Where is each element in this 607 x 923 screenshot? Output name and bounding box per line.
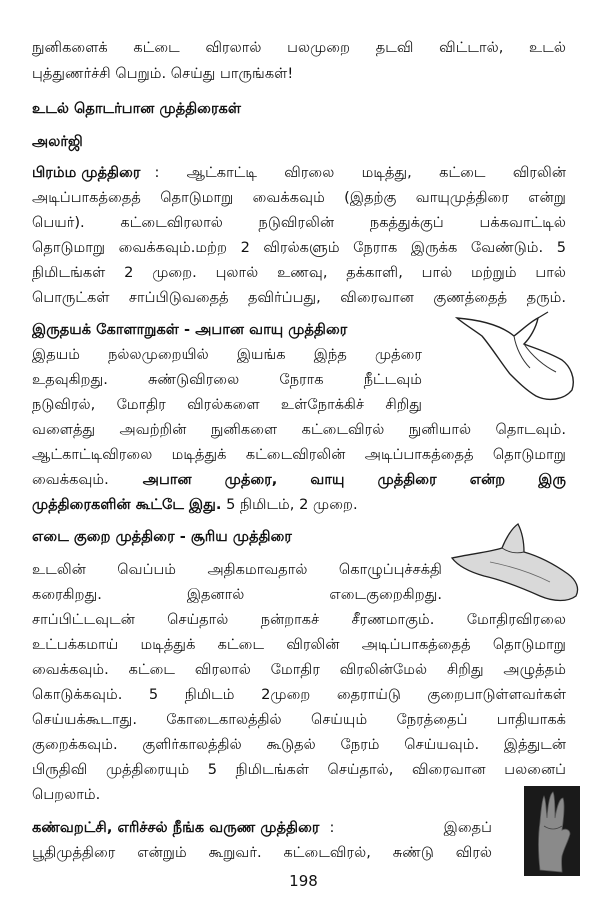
text-line: செய்யக்கூடாது. கோடைகாலத்தில் செய்யும் நேரத்தைப் பாதியாகக்	[32, 711, 566, 728]
text-line: கரைகிறது. இதனால் எடைகுறைகிறது.	[32, 586, 442, 603]
varuna-title: கண்வறட்சி, எரிச்சல் நீங்க வருண முத்திரை	[32, 819, 320, 836]
text-line: உட்பக்கமாய் மடித்துக் கட்டை விரலின் அடிப்பாகத்தைத் தொடுமாறு	[32, 636, 566, 653]
text-line: நுனிகளைக் கட்டை விரலால் பலமுறை தடவி விட்டால், உடல்	[32, 39, 566, 56]
text-line: பொருட்கள் சாப்பிடுவதைத் தவிர்ப்பது, விரைவான குணத்தைத் தரும்.	[32, 289, 566, 306]
text-line: ஆட்காட்டிவிரலை மடித்துக் கட்டைவிரலின் அடிப்பாகத்தைத் தொடுமாறு	[32, 446, 566, 463]
text-line: நடுவிரல், மோதிர விரல்களை உள்நோக்கிச் சிறிது	[32, 396, 422, 413]
text-fragment: 5 நிமிடம், 2 முறை.	[226, 496, 358, 513]
text-line: வளைத்து அவற்றின் நுனிகளை கட்டைவிரல் நுனியால் தொடவும்.	[32, 421, 566, 438]
text-line: பிருதிவி முத்திரையும் 5 நிமிடங்கள் செய்தால், விரைவான பலனைப்	[32, 761, 566, 778]
allergy-title: அலர்ஜி	[32, 133, 83, 150]
apana-vayu-hand-figure	[452, 308, 582, 408]
text-line: தொடுமாறு வைக்கவும்.மற்ற 2 விரல்களும் நேராக இருக்க வேண்டும். 5	[32, 239, 566, 256]
heart-title: இருதயக் கோளாறுகள் - அபான வாயு முத்திரை	[32, 321, 348, 338]
varuna-hand-photo	[524, 786, 580, 876]
text-line: இதயம் நல்லமுறையில் இயங்க இந்த முத்ரை	[32, 346, 422, 363]
section-title: உடல் தொடர்பான முத்திரைகள்	[32, 100, 242, 117]
text-fragment: வைக்கவும்.	[32, 471, 109, 488]
surya-hand-figure	[450, 522, 582, 604]
text-line: பெறலாம்.	[32, 786, 101, 803]
text-fragment-bold: அபான முத்ரை, வாயு முத்திரை என்ற இரு	[142, 471, 566, 488]
text-fragment-bold: முத்திரைகளின் கூட்டே இது.	[32, 496, 222, 513]
text-line: வைக்கவும். கட்டை விரலால் மோதிர விரலின்மேல் சிறிது அழுத்தம்	[32, 661, 566, 678]
text-line: பெயர்). கட்டைவிரலால் நடுவிரலின் நகத்துக்குப் பக்கவாட்டில்	[32, 214, 566, 231]
text-line: பூதிமுத்திரை என்றும் கூறுவர். கட்டைவிரல், சுண்டு விரல்	[32, 844, 492, 861]
text-line: சாப்பிட்டவுடன் செய்தால் நன்றாகச் சீரணமாகும். மோதிரவிரலை	[32, 611, 566, 628]
text-line: குறைக்கவும். குளிர்காலத்தில் கூடுதல் நேரம் செய்யவும். இத்துடன்	[32, 736, 566, 753]
brahma-first-text: : ஆட்காட்டி விரலை மடித்து, கட்டை விரலின்	[154, 164, 566, 181]
text-line: உடலின் வெப்பம் அதிகமாவதால் கொழுப்புச்சக்தி	[32, 561, 442, 578]
brahma-title: பிரம்ம முத்திரை	[32, 164, 141, 181]
varuna-first-text: : இதைப்	[329, 819, 492, 836]
brahma-first-line	[32, 163, 566, 183]
page-number: 198	[289, 872, 318, 890]
weight-title: எடை குறை முத்திரை - சூரிய முத்திரை	[32, 528, 292, 545]
heart-line-7	[32, 495, 566, 515]
text-line: நிமிடங்கள் 2 முறை. புலால் உணவு, தக்காளி, பால் மற்றும் பால்	[32, 264, 566, 281]
text-line: உதவுகிறது. சுண்டுவிரலை நேராக நீட்டவும்	[32, 371, 422, 388]
text-line: கொடுக்கவும். 5 நிமிடம் 2முறை தைராய்டு குறைபாடுள்ளவர்கள்	[32, 686, 566, 703]
heart-line-6	[32, 470, 566, 490]
text-line: புத்துணர்ச்சி பெறும். செய்து பாருங்கள்!	[32, 65, 294, 82]
text-line: அடிப்பாகத்தைத் தொடுமாறு வைக்கவும் (இதற்கு வாயுமுத்திரை என்று	[32, 189, 566, 206]
varuna-first-line	[32, 818, 492, 838]
